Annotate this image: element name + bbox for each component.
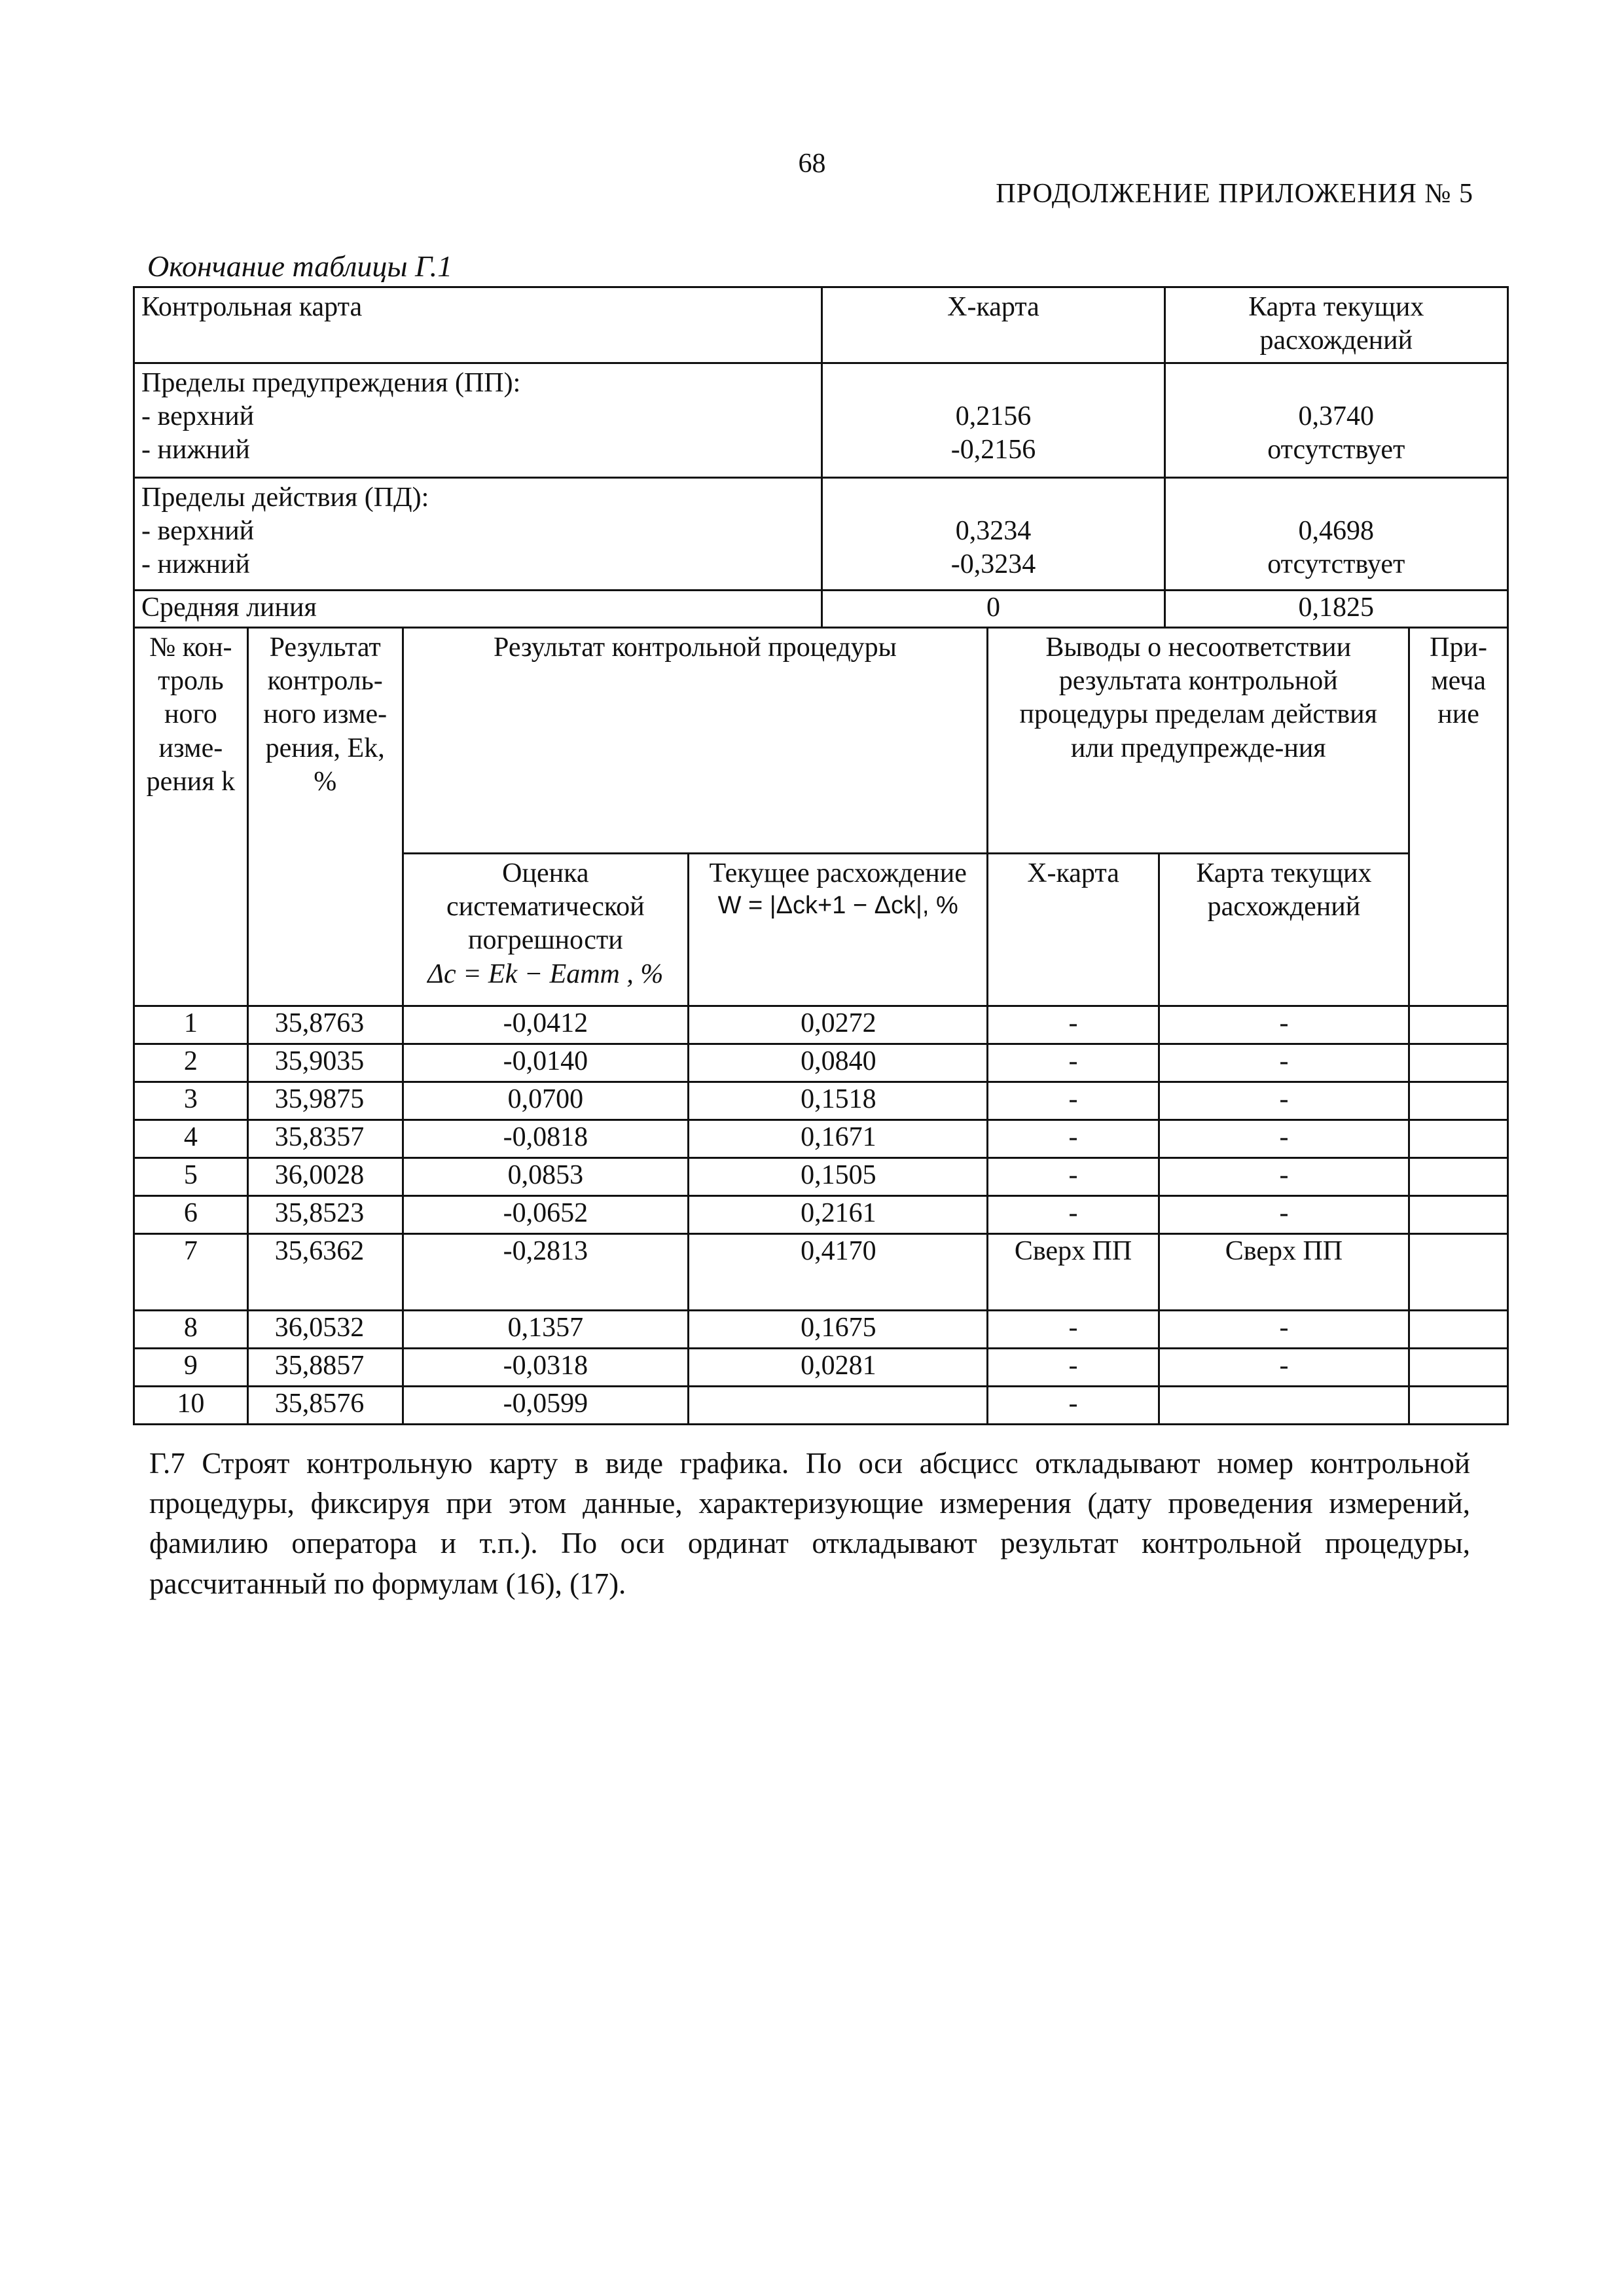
cell-w: 0,1671: [689, 1120, 988, 1158]
action-lower-label: - нижний: [141, 549, 250, 580]
warning-upper-label: - верхний: [141, 401, 255, 432]
action-r-upper: 0,4698: [1298, 516, 1375, 547]
cell-k: 8: [134, 1311, 248, 1349]
cell-dc: 0,0853: [403, 1158, 688, 1196]
summary-table: [133, 286, 1509, 629]
action-r-values: [1164, 478, 1507, 591]
measurements-body: [134, 1006, 1508, 1425]
cell-x-chart: Сверх ПП: [988, 1234, 1159, 1311]
cell-note: [1409, 1387, 1508, 1425]
cell-k: 10: [134, 1387, 248, 1425]
cell-ek: 35,8523: [247, 1196, 403, 1234]
cell-note: [1409, 1082, 1508, 1120]
cell-r-chart: -: [1159, 1120, 1409, 1158]
action-x-upper: 0,3234: [955, 516, 1032, 547]
cell-r-chart: -: [1159, 1158, 1409, 1196]
cell-ek: 35,9875: [247, 1082, 403, 1120]
cell-note: [1409, 1120, 1508, 1158]
cell-x-chart: -: [988, 1082, 1159, 1120]
cell-ek: 35,8576: [247, 1387, 403, 1425]
center-line-row: [134, 591, 1508, 628]
header-note: При-меча ние: [1409, 628, 1508, 1006]
cell-w: 0,1518: [689, 1082, 988, 1120]
summary-header-row: [134, 287, 1508, 363]
action-x-values: [822, 478, 1164, 591]
cell-r-chart: -: [1159, 1044, 1409, 1082]
cell-k: 7: [134, 1234, 248, 1311]
cell-note: [1409, 1158, 1508, 1196]
cell-dc: -0,0412: [403, 1006, 688, 1044]
cell-x-chart: -: [988, 1044, 1159, 1082]
header-measurement-number: № кон-троль ного изме-рения k: [134, 628, 248, 1006]
warning-r-values: [1164, 363, 1507, 478]
table-row: [134, 1234, 1508, 1311]
action-upper-label: - верхний: [141, 516, 255, 547]
cell-x-chart: -: [988, 1006, 1159, 1044]
cell-r-chart: Сверх ПП: [1159, 1234, 1409, 1311]
cell-ek: 36,0028: [247, 1158, 403, 1196]
cell-x-chart: -: [988, 1158, 1159, 1196]
action-limits-label: Пределы действия (ПД):: [141, 483, 429, 513]
cell-dc: -0,0599: [403, 1387, 688, 1425]
cell-note: [1409, 1349, 1508, 1387]
warning-limits-label-cell: [134, 363, 822, 478]
cell-ek: 35,9035: [247, 1044, 403, 1082]
cell-ek: 35,6362: [247, 1234, 403, 1311]
cell-x-chart: -: [988, 1196, 1159, 1234]
systematic-error-label: Оценка систематической погрешности: [446, 858, 645, 956]
summary-header-r-chart: Карта текущих расхождений: [1164, 287, 1507, 363]
cell-note: [1409, 1196, 1508, 1234]
cell-k: 4: [134, 1120, 248, 1158]
table-row: [134, 1082, 1508, 1120]
cell-note: [1409, 1311, 1508, 1349]
continuation-header: ПРОДОЛЖЕНИЕ ПРИЛОЖЕНИЯ № 5: [996, 179, 1473, 209]
center-line-x: 0: [822, 591, 1164, 628]
cell-note: [1409, 1006, 1508, 1044]
cell-w: 0,0281: [689, 1349, 988, 1387]
cell-dc: -0,0818: [403, 1120, 688, 1158]
warning-r-upper: 0,3740: [1298, 401, 1375, 432]
main-header-row-1: [134, 628, 1508, 854]
cell-k: 3: [134, 1082, 248, 1120]
action-limits-row: [134, 478, 1508, 591]
warning-x-values: [822, 363, 1164, 478]
paragraph-g7: Г.7 Строят контрольную карту в виде графика. По оси абсцисс откладывают номер контрольной процедуры, фиксируя при этом данные, характеризующие измерения (дату проведения измерений, фамилию оператора и т.п.). По оси ординат откладывают результат контрольной процедуры, рассчитанный по формулам (16), (17).: [149, 1447, 1470, 1600]
center-line-r: 0,1825: [1164, 591, 1507, 628]
header-conclusions: Выводы о несоответствии результата контрольной процедуры пределам действия или предупрежде-ния: [988, 628, 1409, 854]
cell-x-chart: -: [988, 1311, 1159, 1349]
center-line-label: Средняя линия: [134, 591, 822, 628]
action-limits-label-cell: [134, 478, 822, 591]
cell-r-chart: -: [1159, 1311, 1409, 1349]
measurements-table: [133, 627, 1509, 1425]
warning-r-lower: отсутствует: [1267, 435, 1405, 465]
table-caption: Окончание таблицы Г.1: [147, 249, 453, 283]
cell-x-chart: -: [988, 1387, 1159, 1425]
cell-dc: 0,1357: [403, 1311, 688, 1349]
header-x-chart: Х-карта: [988, 854, 1159, 1006]
warning-x-upper: 0,2156: [955, 401, 1032, 432]
table-row: [134, 1196, 1508, 1234]
header-procedure-result: Результат контрольной процедуры: [403, 628, 988, 854]
cell-x-chart: -: [988, 1349, 1159, 1387]
cell-w: 0,0840: [689, 1044, 988, 1082]
systematic-error-formula: Δc = Ek − Eатт , %: [427, 958, 664, 989]
cell-r-chart: -: [1159, 1082, 1409, 1120]
header-r-chart: Карта текущих расхождений: [1159, 854, 1409, 1006]
cell-dc: -0,0652: [403, 1196, 688, 1234]
cell-note: [1409, 1234, 1508, 1311]
cell-dc: -0,2813: [403, 1234, 688, 1311]
table-row: [134, 1120, 1508, 1158]
current-difference-label: Текущее расхождение: [709, 858, 967, 888]
cell-x-chart: -: [988, 1120, 1159, 1158]
cell-r-chart: -: [1159, 1349, 1409, 1387]
cell-w: 0,4170: [689, 1234, 988, 1311]
cell-w: 0,1675: [689, 1311, 988, 1349]
cell-r-chart: [1159, 1387, 1409, 1425]
cell-w: 0,1505: [689, 1158, 988, 1196]
table-row: [134, 1158, 1508, 1196]
cell-k: 2: [134, 1044, 248, 1082]
page-number: 68: [798, 149, 826, 179]
table-row: [134, 1311, 1508, 1349]
cell-ek: 35,8763: [247, 1006, 403, 1044]
cell-dc: 0,0700: [403, 1082, 688, 1120]
cell-w: 0,2161: [689, 1196, 988, 1234]
cell-w: 0,0272: [689, 1006, 988, 1044]
header-measurement-result: Результат контроль-ного изме-рения, Ek, %: [247, 628, 403, 1006]
cell-ek: 36,0532: [247, 1311, 403, 1349]
header-current-difference: [689, 854, 988, 1006]
cell-note: [1409, 1044, 1508, 1082]
cell-w: [689, 1387, 988, 1425]
table-row: [134, 1006, 1508, 1044]
summary-header-control-chart: Контрольная карта: [134, 287, 822, 363]
cell-k: 9: [134, 1349, 248, 1387]
cell-ek: 35,8357: [247, 1120, 403, 1158]
summary-header-x-chart: Х-карта: [822, 287, 1164, 363]
cell-k: 6: [134, 1196, 248, 1234]
warning-x-lower: -0,2156: [950, 435, 1036, 465]
cell-k: 5: [134, 1158, 248, 1196]
cell-r-chart: -: [1159, 1006, 1409, 1044]
cell-r-chart: -: [1159, 1196, 1409, 1234]
table-row: [134, 1349, 1508, 1387]
current-difference-formula: W = |Δck+1 − Δck|, %: [717, 892, 958, 920]
cell-ek: 35,8857: [247, 1349, 403, 1387]
warning-limits-label: Пределы предупреждения (ПП):: [141, 368, 521, 398]
cell-dc: -0,0140: [403, 1044, 688, 1082]
table-row: [134, 1387, 1508, 1425]
header-systematic-error: [403, 854, 688, 1006]
warning-lower-label: - нижний: [141, 435, 250, 465]
action-r-lower: отсутствует: [1267, 549, 1405, 580]
cell-dc: -0,0318: [403, 1349, 688, 1387]
action-x-lower: -0,3234: [950, 549, 1036, 580]
table-row: [134, 1044, 1508, 1082]
warning-limits-row: [134, 363, 1508, 478]
cell-k: 1: [134, 1006, 248, 1044]
